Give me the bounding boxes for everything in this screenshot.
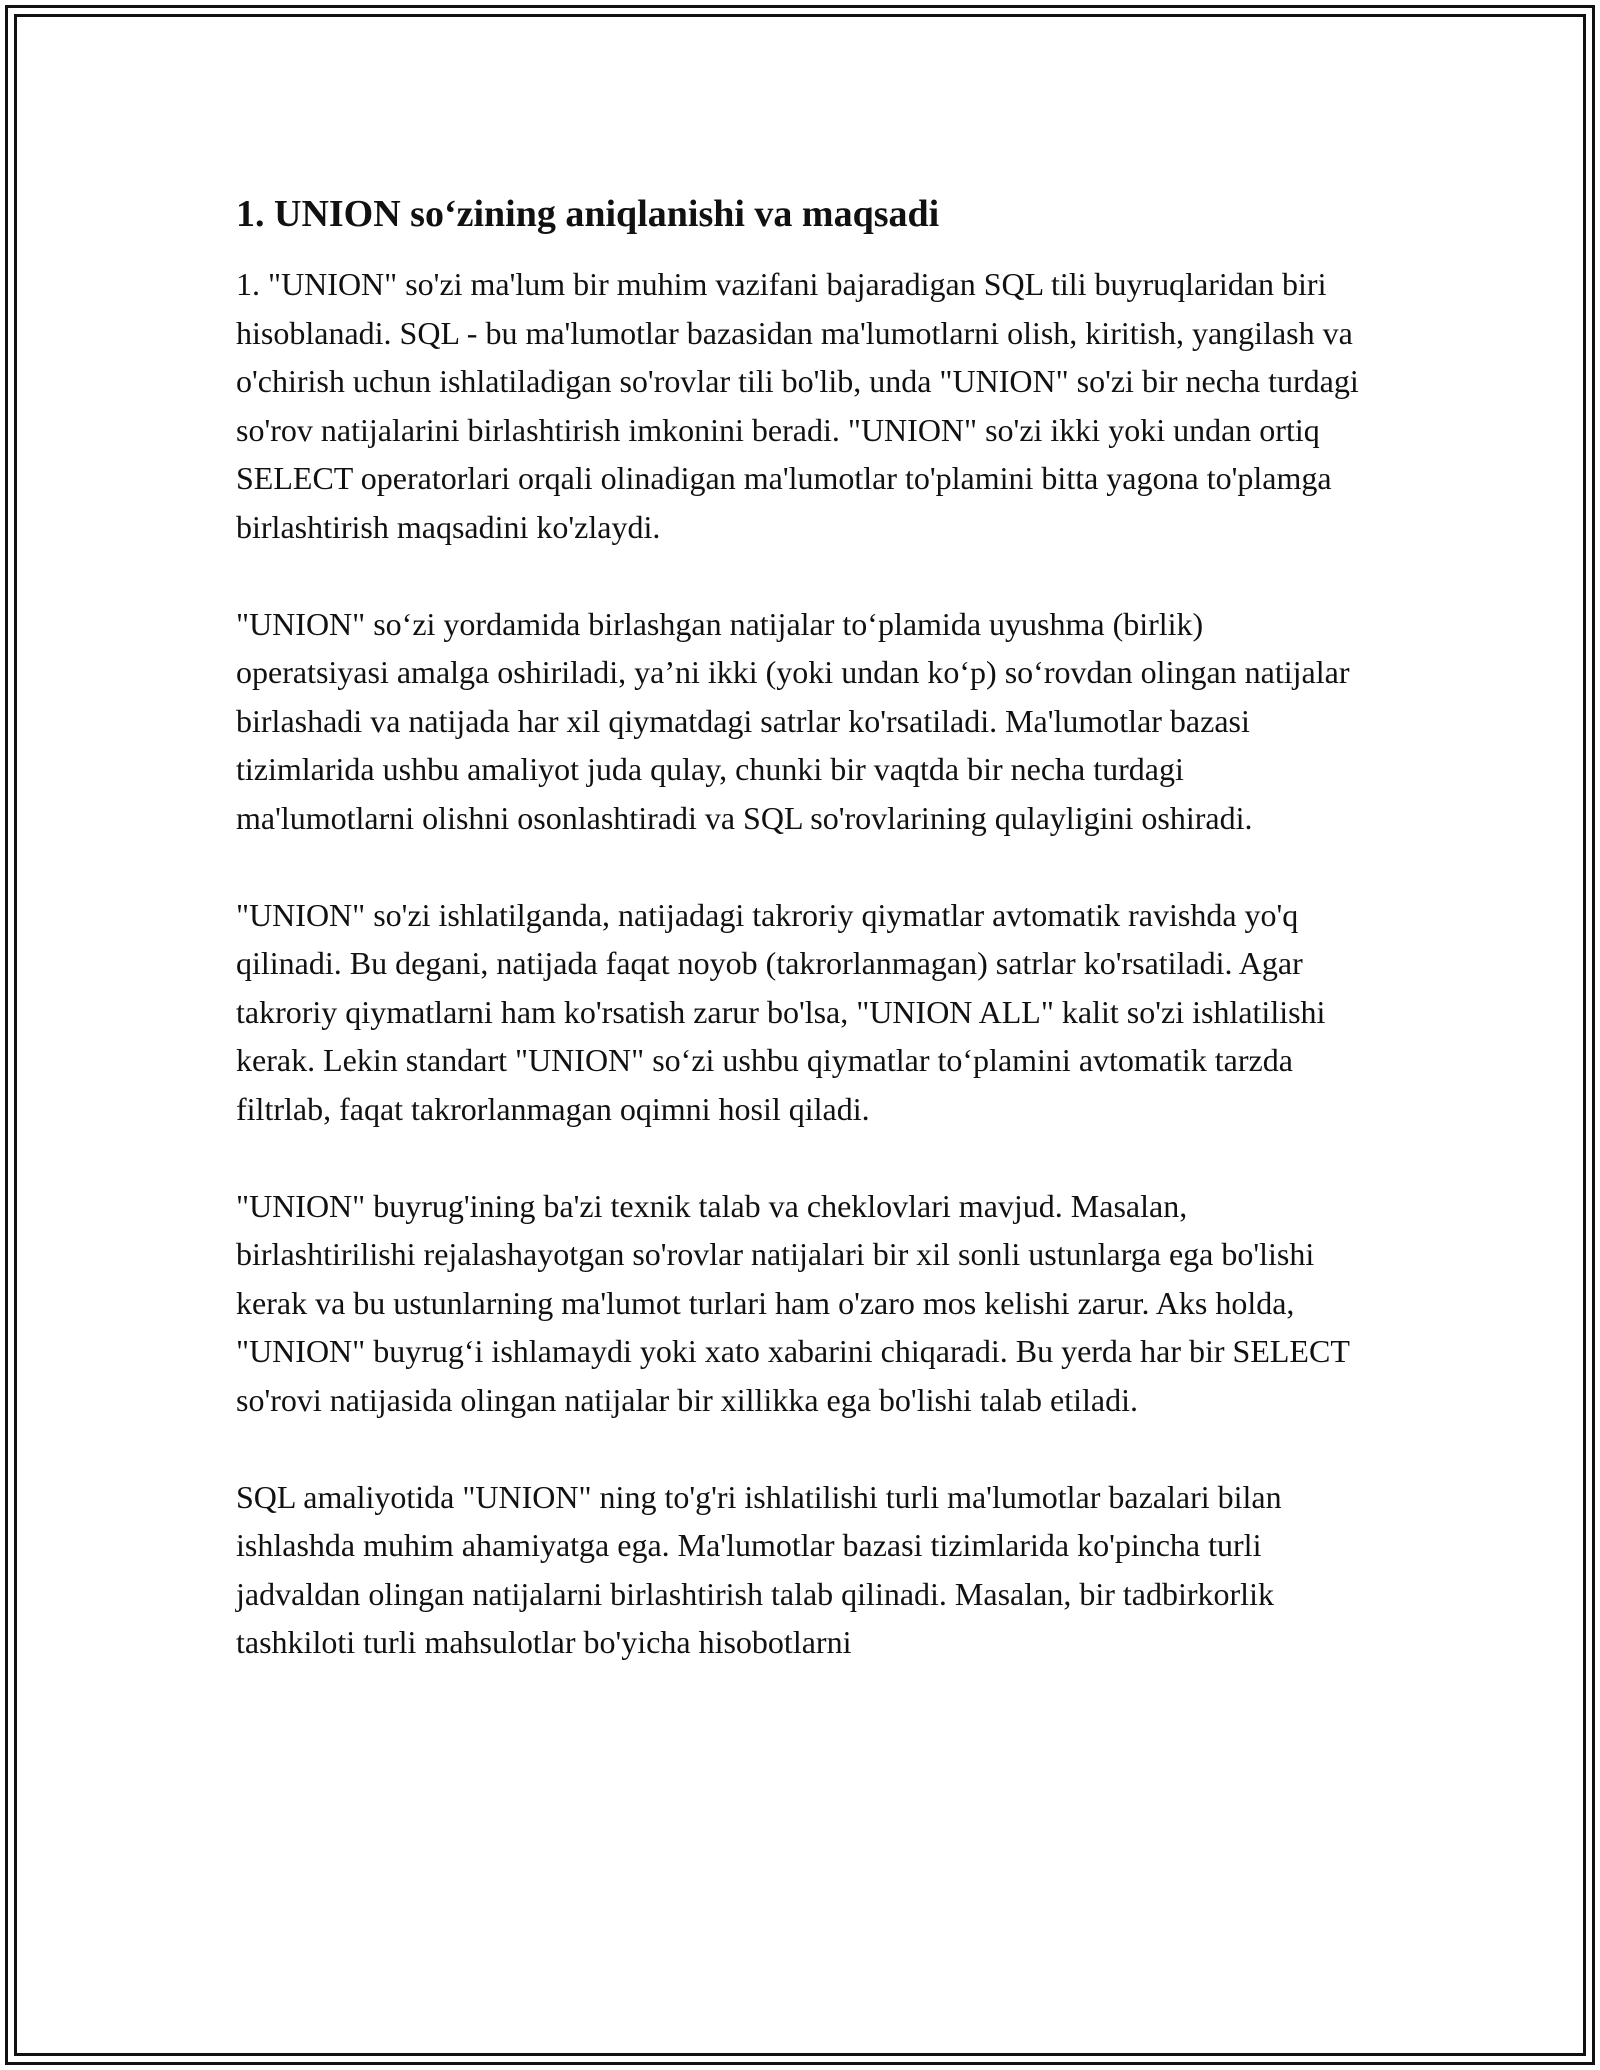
paragraph-2: "UNION" so‘zi yordamida birlashgan natijalar to‘plamida uyushma (birlik) operatsiyasi amalga oshiriladi, ya’ni ikki (yoki undan ko‘p) so‘rovdan olingan natijalar birlashadi va natijada har xil qiymatdagi satrlar ko'rsatiladi. Ma'lumotlar bazasi tizimlarida ushbu amaliyot juda qulay, chunki bir vaqtda bir necha turdagi ma'lumotlarni olishni osonlashtiradi va SQL so'rovlarining qulayligini oshiradi. (236, 605, 1350, 836)
paragraph-1: 1. "UNION" so'zi ma'lum bir muhim vazifani bajaradigan SQL tili buyruqlaridan biri hisoblanadi. SQL - bu ma'lumotlar bazasidan ma'lumotlarni olish, kiritish, yangilash va o'chirish uchun ishlatiladigan so'rovlar tili bo'lib, unda "UNION" so'zi bir necha turdagi so'rov natijalarini birlashtirish imkonini beradi. "UNION" so'zi ikki yoki undan ortiq SELECT operatorlari orqali olinadigan ma'lumotlar to'plamini bitta yagona to'plamga birlashtirish maqsadini ko'zlaydi. (236, 266, 1359, 545)
section-heading: 1. UNION so‘zining aniqlanishi va maqsadi (236, 193, 940, 235)
paragraph-3: "UNION" so'zi ishlatilganda, natijadagi takroriy qiymatlar avtomatik ravishda yo'q qilinadi. Bu degani, natijada faqat noyob (takrorlanmagan) satrlar ko'rsatiladi. Agar takroriy qiymatlarni ham ko'rsatish zarur bo'lsa, "UNION ALL" kalit so'zi ishlatilishi kerak. Lekin standart "UNION" so‘zi ushbu qiymatlar to‘plamini avtomatik tarzda filtrlab, faqat takrorlanmagan oqimni hosil qiladi. (236, 896, 1326, 1127)
paragraph-4: "UNION" buyrug'ining ba'zi texnik talab va cheklovlari mavjud. Masalan, birlashtirilishi rejalashayotgan so'rovlar natijalari bir xil sonli ustunlarga ega bo'lishi kerak va bu ustunlarning ma'lumot turlari ham o'zaro mos kelishi zarur. Aks holda, "UNION" buyrug‘i ishlamaydi yoki xato xabarini chiqaradi. Bu yerda har bir SELECT so'rovi natijasida olingan natijalar bir xillikka ega bo'lishi talab etiladi. (236, 1187, 1350, 1418)
document-body (236, 186, 1362, 1667)
paragraph-5: SQL amaliyotida "UNION" ning to'g'ri ishlatilishi turli ma'lumotlar bazalari bilan ishlashda muhim ahamiyatga ega. Ma'lumotlar bazasi tizimlarida ko'pincha turli jadvaldan olingan natijalarni birlashtirish talab qilinadi. Masalan, bir tadbirkorlik tashkiloti turli mahsulotlar bo'yicha hisobotlarni (236, 1478, 1282, 1660)
